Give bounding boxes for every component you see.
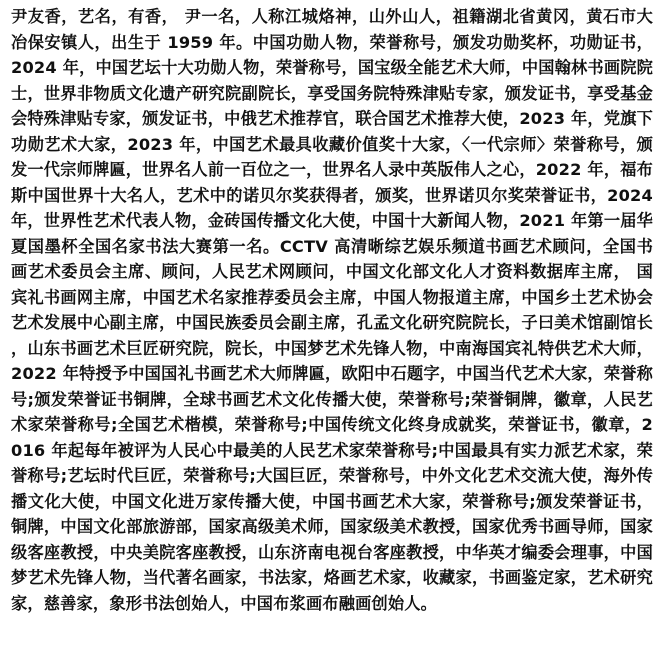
document-body [11,4,653,616]
biography-paragraph: 尹友香，艺名，有香， 尹一名，人称江城烙神，山外山人，祖籍湖北省黄冈，黄石市大冶保安镇人，出生于 1959 年。中国功勋人物，荣誉称号，颁发功勋奖杯，功勋证书，2024 年，中国艺坛十大功勋人物，荣誉称号，国宝级全能艺术大师，中国翰林书画院院士，世界非物质文化遗产研究院副院长，享受国务院特殊津贴专家，颁发证书，享受基金会特殊津贴专家，颁发证书，中俄艺术推荐官，联合国艺术推荐大使，2023 年，党旗下功勋艺术大家，2023 年，中国艺术最具收藏价值奖十大家，〈一代宗师〉荣誉称号，颁发一代宗师牌匾，世界名人前一百位之一，世界名人录中英版伟人之心，2022 年，福布斯中国世界十大名人，艺术中的诺贝尔奖获得者，颁奖，世界诺贝尔奖荣誉证书，2024 年，世界性艺术代表人物，金砖国传播文化大使，中国十大新闻人物，2021 年第一届华夏国墨杯全国名家书法大赛第一名。CCTV 高清晰综艺娱乐频道书画艺术顾问，全国书画艺术委员会主席、顾问，人民艺术网顾问，中国文化部文化人才资料数据库主席， 国宾礼书画网主席，中国艺术名家推荐委员会主席，中国人物报道主席，中国乡土艺术协会艺术发展中心副主席，中国民族委员会副主席，孔孟文化研究院院长，子曰美术馆副馆长，山东书画艺术巨匠研究院，院长，中国梦艺术先锋人物，中南海国宾礼特供艺术大师，2022 年特授予中国国礼书画艺术大师牌匾，欧阳中石题字，中国当代艺术大家，荣誉称号;颁发荣誉证书铜牌，全球书画艺术文化传播大使，荣誉称号;荣誉铜牌，徽章，人民艺术家荣誉称号;全国艺术楷模，荣誉称号;中国传统文化终身成就奖，荣誉证书，徽章，2016 年起每年被评为人民心中最美的人民艺术家荣誉称号;中国最具有实力派艺术家，荣誉称号;艺坛时代巨匠，荣誉称号;大国巨匠，荣誉称号，中外文化艺术交流大使，海外传播文化大使，中国文化进万家传播大使，中国书画艺术大家，荣誉称号;颁发荣誉证书，铜牌，中国文化部旅游部，国家高级美术师，国家级美术教授，国家优秀书画导师，国家级客座教授，中央美院客座教授，山东济南电视台客座教授，中华英才编委会理事，中国梦艺术先锋人物，当代著名画家，书法家，烙画艺术家，收藏家，书画鉴定家，艺术研究家，慈善家，象形书法创始人，中国布浆画布融画创始人。 [11,7,653,613]
